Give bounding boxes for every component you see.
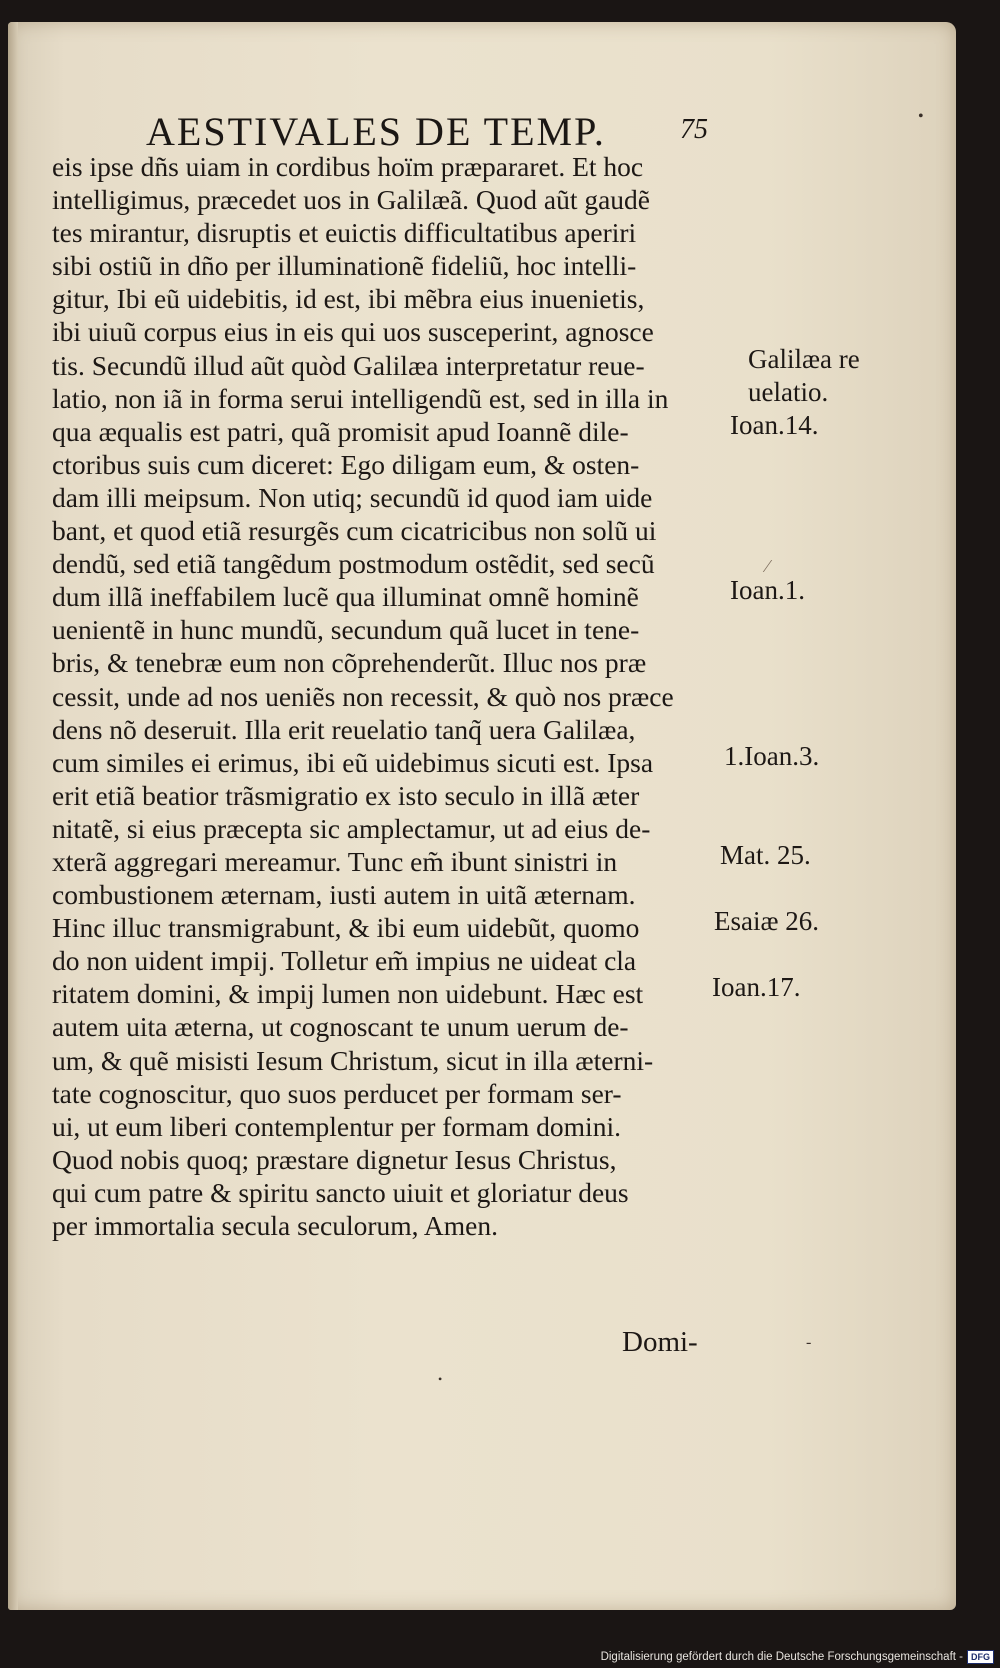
body-text <box>52 150 752 1242</box>
text-line: Hinc illuc transmigrabunt, & ibi eum uidebũt, quomo <box>52 912 640 944</box>
text-line: dendũ, sed etiã tangẽdum postmodum ostẽdit, sed secũ <box>52 548 655 580</box>
corner-mark: • <box>918 108 924 125</box>
text-line: um, & quẽ misisti Iesum Christum, sicut in illa æterni- <box>52 1044 654 1076</box>
page-number: 75 <box>680 114 708 145</box>
catchword-dash: - <box>806 1334 812 1351</box>
text-line: dens nõ deseruit. Illa erit reuelatio tanq̃ uera Galilæa, <box>52 713 636 745</box>
text-line: intelligimus, præcedet uos in Galilæã. Quod aũt gaudẽ <box>52 184 651 216</box>
text-line: xterã aggregari mereamur. Tunc em̃ ibunt sinistri in <box>52 845 618 877</box>
text-line: cessit, unde ad nos ueniẽs non recessit, & quò nos præce <box>52 680 674 712</box>
text-line: tis. Secundũ illud aũt quòd Galilæa interpretatur reue- <box>52 349 645 381</box>
text-line: qua æqualis est patri, quã promisit apud Ioannẽ dile- <box>52 415 629 447</box>
margin-note: Ioan.17. <box>712 972 801 1002</box>
ink-speck: • <box>438 1372 443 1386</box>
running-head: AESTIVALES DE TEMP. <box>146 109 606 154</box>
margin-note: Ioan.14. <box>730 410 819 440</box>
digitization-footer <box>601 1650 994 1664</box>
text-line: bris, & tenebræ eum non cõprehenderũt. Illuc nos præ <box>52 647 647 679</box>
text-line: ui, ut eum liberi contemplentur per formam domini. <box>52 1110 621 1142</box>
text-line: uenientẽ in hunc mundũ, secundum quã lucet in tene- <box>52 614 640 646</box>
text-line: nitatẽ, si eius præcepta sic amplectamur, ut ad eius de- <box>52 812 651 844</box>
text-line: eis ipse dñs uiam in cordibus hoïm præpararet. Et hoc <box>52 151 644 182</box>
text-line: ctoribus suis cum diceret: Ego diligam eum, & osten- <box>52 448 640 480</box>
dfg-logo-icon: DFG <box>967 1650 994 1664</box>
margin-note: Galilæa re <box>748 344 860 374</box>
text-line: tes mirantur, disruptis et euictis difficultatibus aperiri <box>52 217 637 249</box>
text-line: autem uita æterna, ut cognoscant te unum uerum de- <box>52 1011 629 1043</box>
text-line: dum illã ineffabilem lucẽ qua illuminat omnẽ hominẽ <box>52 581 639 613</box>
text-line: gitur, Ibi eũ uidebitis, id est, ibi mẽbra eius inuenietis, <box>52 283 645 315</box>
book-page <box>8 22 956 1610</box>
text-line: combustionem æternam, iusti autem in uitã æternam. <box>52 879 636 911</box>
margin-note: 1.Ioan.3. <box>724 741 820 771</box>
text-line: tate cognoscitur, quo suos perducet per formam ser- <box>52 1077 622 1109</box>
text-line: ibi uiuũ corpus eius in eis qui uos susceperint, agnosce <box>52 316 654 348</box>
catchword: Domi- <box>622 1326 698 1358</box>
text-line: per immortalia secula seculorum, Amen. <box>52 1210 498 1241</box>
text-line: Quod nobis quoq; præstare dignetur Iesus Christus, <box>52 1143 617 1175</box>
text-line: dam illi meipsum. Non utiq; secundũ id quod iam uide <box>52 481 653 513</box>
text-line: erit etiã beatior trãsmigratio ex isto seculo in illã æter <box>52 779 640 811</box>
footer-credit: Digitalisierung gefördert durch die Deutsche Forschungsgemeinschaft - <box>600 1651 963 1663</box>
text-line: cum similes ei erimus, ibi eũ uidebimus sicuti est. Ipsa <box>52 746 654 778</box>
margin-note: Ioan.1. <box>730 575 805 605</box>
text-line: bant, et quod etiã resurgẽs cum cicatricibus non solũ ui <box>52 515 657 547</box>
margin-tick: ⁄ <box>766 556 770 576</box>
text-line: latio, non iã in forma serui intelligendũ est, sed in illa in <box>52 382 669 414</box>
text-line: ritatem domini, & impij lumen non uidebunt. Hæc est <box>52 978 644 1010</box>
text-line: sibi ostiũ in dño per illuminationẽ fideliũ, hoc intelli- <box>52 250 637 282</box>
margin-note: Mat. 25. <box>720 840 811 870</box>
text-line: qui cum patre & spiritu sancto uiuit et gloriatur deus <box>52 1176 629 1208</box>
margin-note: uelatio. <box>748 377 829 407</box>
text-line: do non uident impij. Tolletur em̃ impius ne uideat cla <box>52 945 637 977</box>
margin-note: Esaiæ 26. <box>714 906 819 936</box>
